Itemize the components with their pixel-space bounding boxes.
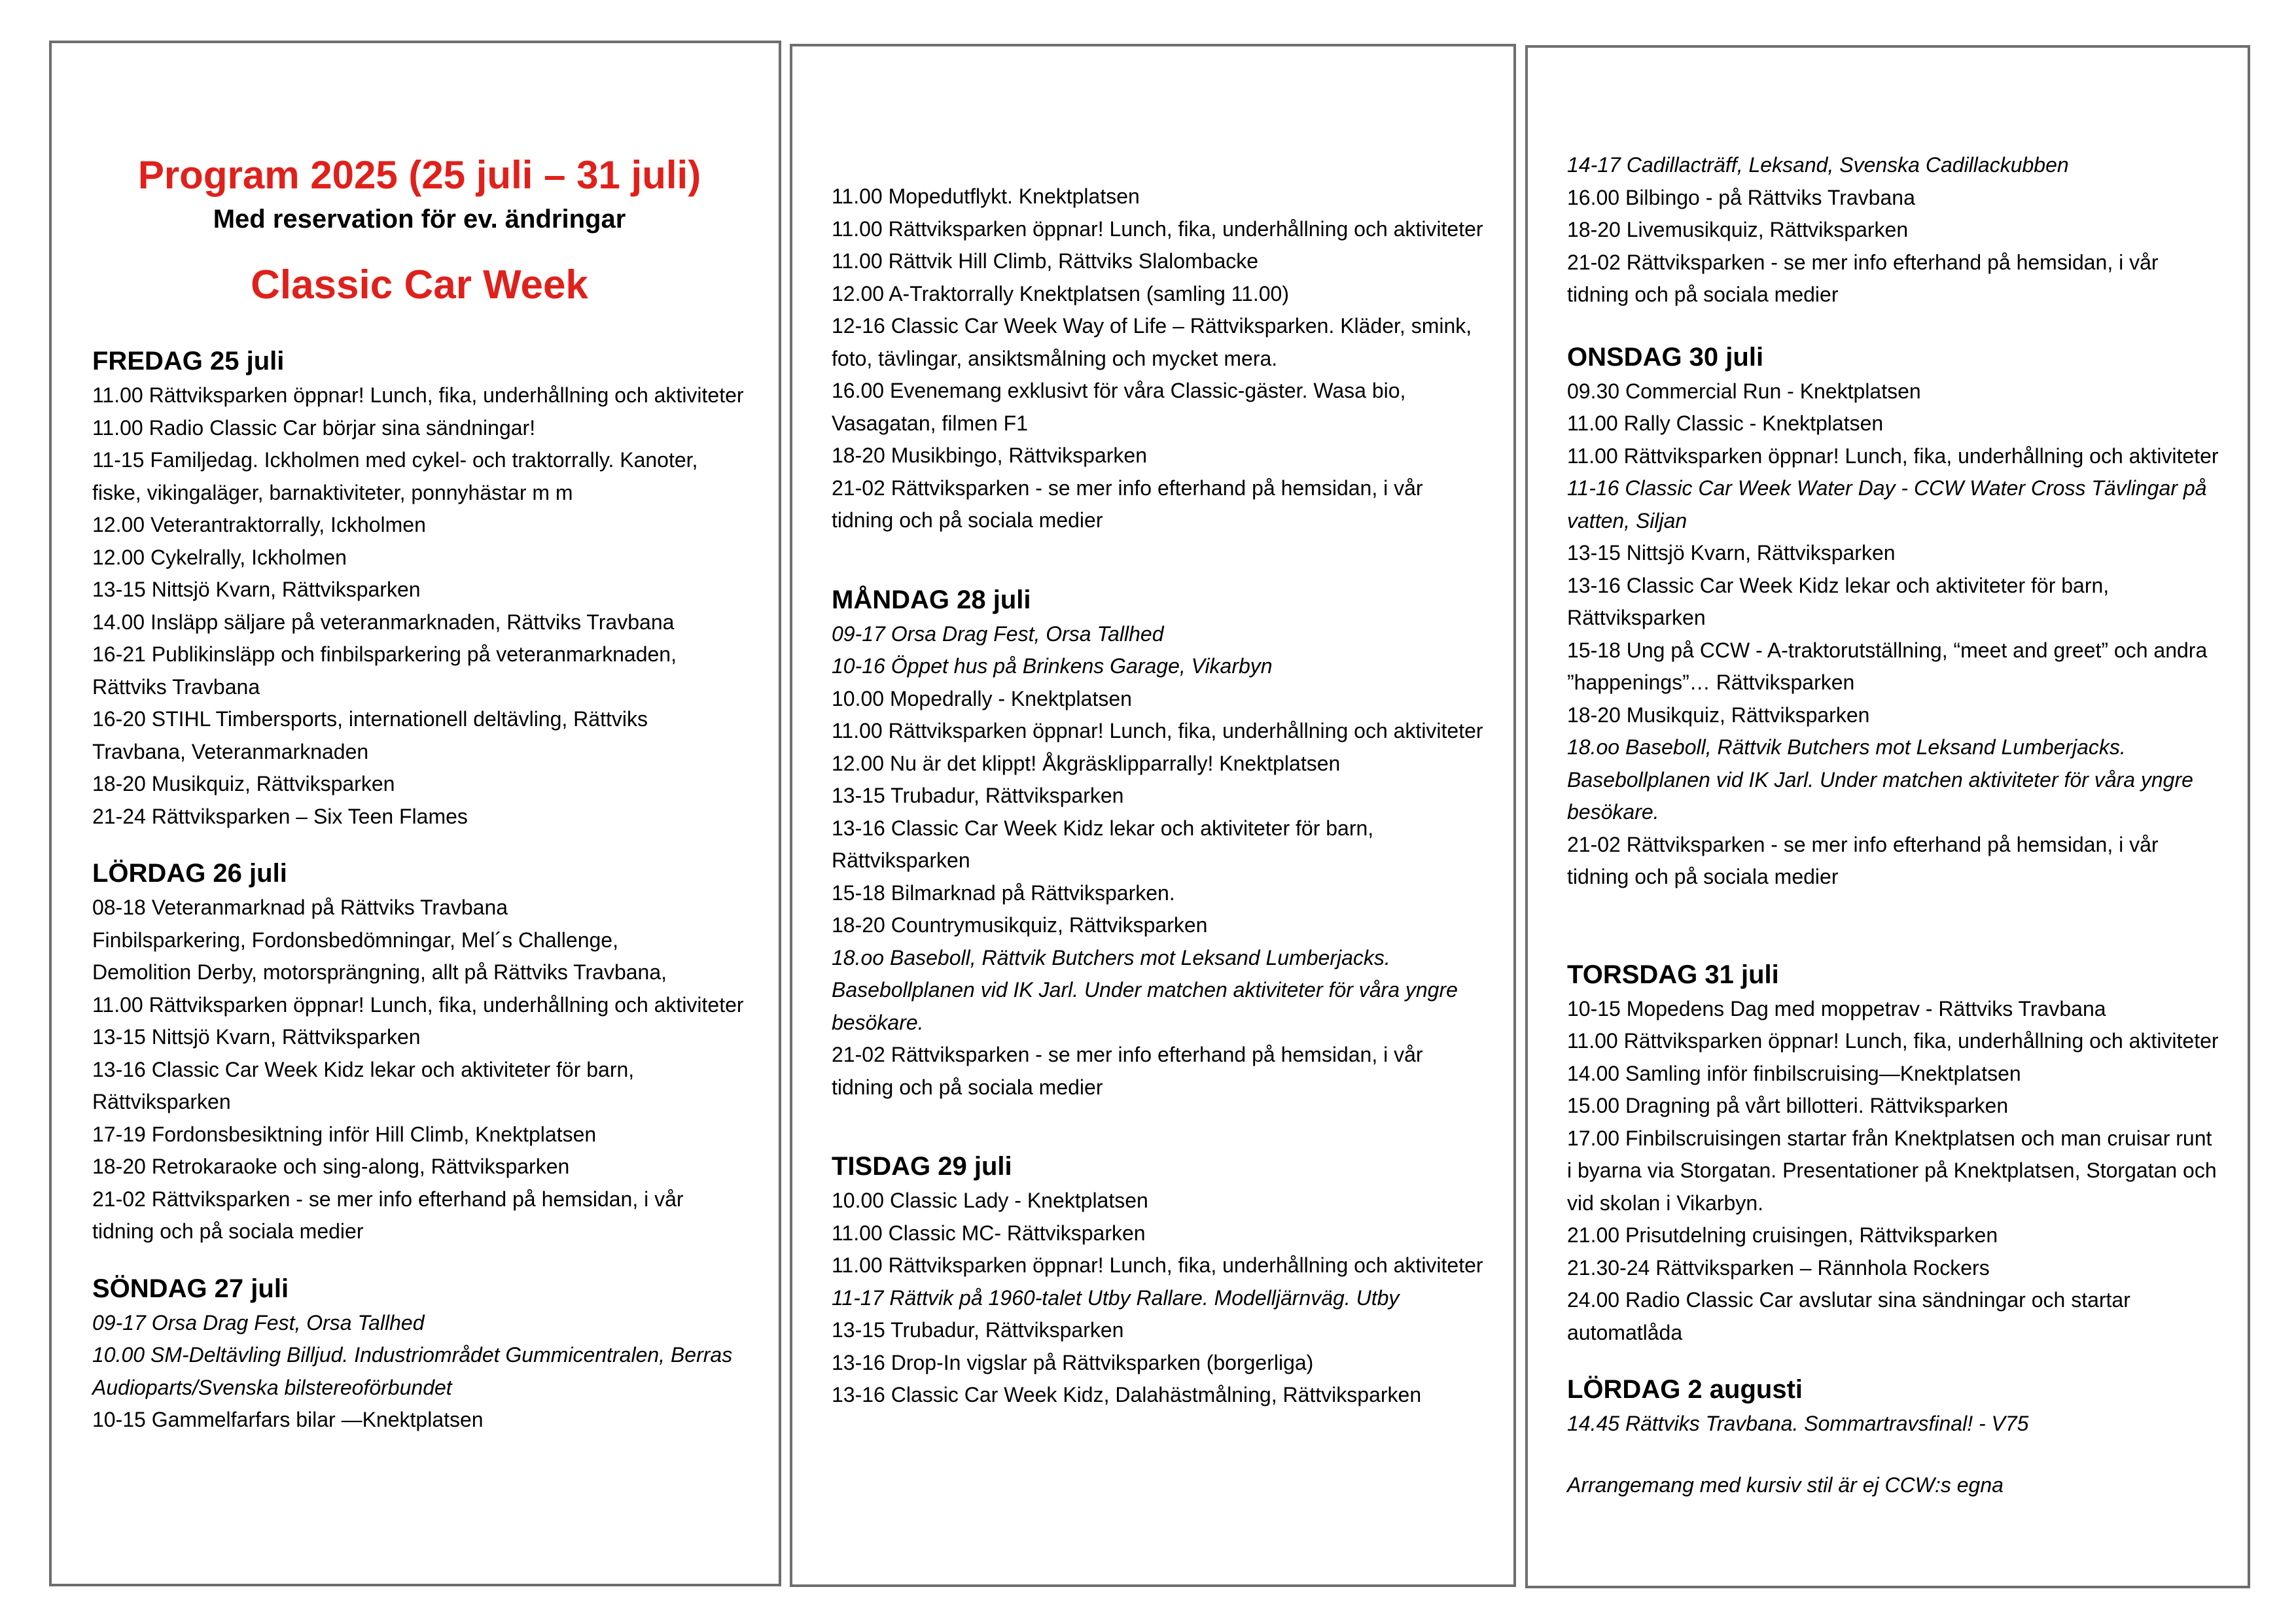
- schedule-item: 11-15 Familjedag. Ickholmen med cykel- och traktorrally. Kanoter, fiske, vikingaläger, barnaktiviteter, ponnyhästar m m: [92, 448, 698, 504]
- schedule-item: 18-20 Livemusikquiz, Rättviksparken: [1567, 218, 1909, 241]
- schedule-item: 17.00 Finbilscruisingen startar från Knektplatsen och man cruisar runt i byarna via Storgatan. Presentationer på Knektplatsen, Storgatan och vid skolan i Vikarbyn.: [1567, 1126, 2217, 1215]
- schedule-item: 13-16 Classic Car Week Kidz lekar och aktiviteter för barn, Rättviksparken: [832, 816, 1374, 872]
- schedule-list-tisdag-2: [832, 1314, 1486, 1412]
- schedule-item: 10-15 Mopedens Dag med moppetrav - Rättviks Travbana: [1567, 996, 2106, 1021]
- schedule-list-tisdag-cont: [1567, 182, 2221, 311]
- schedule-item: 18-20 Musikbingo, Rättviksparken: [832, 444, 1148, 467]
- schedule-item: 11.00 Rättviksparken öppnar! Lunch, fika, underhållning och aktiviteter: [1567, 444, 2219, 468]
- schedule-item: 13-16 Classic Car Week Kidz lekar och aktiviteter för barn, Rättviksparken: [92, 1057, 635, 1113]
- schedule-item: 10-15 Gammelfarfars bilar —Knektplatsen: [92, 1408, 484, 1431]
- schedule-item: 14.00 Samling inför finbilscruising—Knektplatsen: [1567, 1061, 2021, 1085]
- program-subtitle: Med reservation för ev. ändringar: [213, 205, 626, 234]
- schedule-item: 10.00 SM-Deltävling Billjud. Industriområdet Gummicentralen, Berras Audioparts/Svenska bilstereoförbundet: [92, 1343, 733, 1399]
- schedule-list-tisdag-italic: [832, 1282, 1486, 1315]
- event-title: Classic Car Week: [251, 262, 588, 307]
- schedule-list-onsdag: [1567, 375, 2221, 473]
- schedule-item: 12.00 Cykelrally, Ickholmen: [92, 545, 347, 569]
- schedule-list-tisdag-cont-italic: [1567, 149, 2221, 182]
- schedule-list-onsdag-2: [1567, 537, 2221, 731]
- schedule-item: 21-02 Rättviksparken - se mer info efterhand på hemsidan, i vår tidning och på sociala medier: [832, 1043, 1423, 1099]
- schedule-item: 18-20 Musikquiz, Rättviksparken: [92, 772, 395, 795]
- schedule-item: 09-17 Orsa Drag Fest, Orsa Tallhed: [832, 621, 1164, 646]
- schedule-item: 14.45 Rättviks Travbana. Sommartravsfinal! - V75: [1567, 1412, 2029, 1435]
- schedule-list-onsdag-italic: [1567, 472, 2221, 537]
- panel-2-content: [832, 181, 1486, 1412]
- program-panel-2: [790, 44, 1516, 1587]
- schedule-list-onsdag-italic-2: [1567, 731, 2221, 829]
- program-panel-3: [1525, 45, 2250, 1588]
- schedule-list-torsdag: [1567, 993, 2221, 1350]
- schedule-item: 11.00 Rättvik Hill Climb, Rättviks Slalombacke: [832, 249, 1259, 273]
- day-heading-lordag-2-aug: LÖRDAG 2 augusti: [1567, 1375, 1803, 1404]
- program-header: [92, 148, 747, 310]
- schedule-list-tisdag: [832, 1185, 1486, 1282]
- schedule-list-lordag: [92, 892, 747, 1248]
- schedule-item: 14.00 Insläpp säljare på veteranmarknaden, Rättviks Travbana: [92, 610, 675, 634]
- schedule-item: Demolition Derby, motorsprängning, allt på Rättviks Travbana,: [92, 960, 667, 984]
- schedule-item: 12.00 Veterantraktorrally, Ickholmen: [92, 513, 426, 536]
- schedule-item: 13-16 Drop-In vigslar på Rättviksparken (borgerliga): [832, 1350, 1314, 1374]
- schedule-list-sondag: [92, 1404, 747, 1437]
- day-heading-tisdag: TISDAG 29 juli: [832, 1152, 1012, 1181]
- program-title: Program 2025 (25 juli – 31 juli): [137, 153, 701, 197]
- schedule-item: 21.30-24 Rättviksparken – Rännhola Rockers: [1567, 1255, 1990, 1280]
- schedule-item: 14-17 Cadillacträff, Leksand, Svenska Cadillackubben: [1567, 153, 2069, 177]
- schedule-item: 21-24 Rättviksparken – Six Teen Flames: [92, 804, 468, 828]
- schedule-item: 11.00 Classic MC- Rättviksparken: [832, 1221, 1146, 1245]
- schedule-list-mandag: [832, 683, 1486, 942]
- schedule-item: 13-15 Nittsjö Kvarn, Rättviksparken: [92, 578, 421, 601]
- schedule-list-sondag-italic: [92, 1307, 747, 1405]
- schedule-item: 21-02 Rättviksparken - se mer info efterhand på hemsidan, i vår tidning och på sociala medier: [92, 1187, 684, 1243]
- day-heading-fredag: FREDAG 25 juli: [92, 347, 285, 375]
- day-heading-lordag: LÖRDAG 26 juli: [92, 859, 287, 888]
- schedule-item: 15-18 Bilmarknad på Rättviksparken.: [832, 881, 1175, 905]
- schedule-item: 17-19 Fordonsbesiktning inför Hill Climb, Knektplatsen: [92, 1122, 597, 1146]
- schedule-item: 11.00 Mopedutflykt. Knektplatsen: [832, 184, 1140, 208]
- schedule-item: 13-15 Trubadur, Rättviksparken: [832, 1318, 1124, 1342]
- schedule-item: 12.00 A-Traktorrally Knektplatsen (samling 11.00): [832, 281, 1289, 305]
- schedule-item: 08-18 Veteranmarknad på Rättviks Travbana: [92, 896, 508, 919]
- schedule-item: 10.00 Classic Lady - Knektplatsen: [832, 1189, 1148, 1212]
- schedule-item: 18-20 Countrymusikquiz, Rättviksparken: [832, 913, 1208, 937]
- schedule-item: 11.00 Rättviksparken öppnar! Lunch, fika, underhållning och aktiviteter: [92, 992, 744, 1017]
- schedule-item: 12-16 Classic Car Week Way of Life – Rättviksparken. Kläder, smink, foto, tävlingar, ansiktsmålning och mycket mera.: [832, 314, 1472, 370]
- day-heading-onsdag: ONSDAG 30 juli: [1567, 342, 1764, 372]
- schedule-item: 18-20 Retrokaraoke och sing-along, Rättviksparken: [92, 1155, 570, 1178]
- schedule-item: 11-17 Rättvik på 1960-talet Utby Rallare. Modelljärnväg. Utby: [832, 1285, 1400, 1310]
- schedule-item: 10-16 Öppet hus på Brinkens Garage, Vikarbyn: [832, 654, 1273, 678]
- schedule-item: 16.00 Bilbingo - på Rättviks Travbana: [1567, 185, 1915, 209]
- schedule-item: 13-15 Nittsjö Kvarn, Rättviksparken: [1567, 541, 1896, 565]
- schedule-item: 12.00 Nu är det klippt! Åkgräsklipparrally! Knektplatsen: [832, 751, 1341, 775]
- schedule-item: 11.00 Radio Classic Car börjar sina sändningar!: [92, 415, 536, 440]
- day-heading-mandag: MÅNDAG 28 juli: [832, 585, 1031, 614]
- schedule-list-lordag-2-aug-italic: [1567, 1408, 2221, 1440]
- panel-3-content: [1567, 149, 2221, 1501]
- schedule-item: 11.00 Rättviksparken öppnar! Lunch, fika, underhållning och aktiviteter: [1567, 1029, 2219, 1053]
- schedule-item: 11.00 Rättviksparken öppnar! Lunch, fika, underhållning och aktiviteter: [92, 383, 744, 407]
- schedule-item: 11.00 Rättviksparken öppnar! Lunch, fika, underhållning och aktiviteter: [832, 217, 1483, 241]
- schedule-list-mandag-2: [832, 1039, 1486, 1104]
- schedule-list-fredag: [92, 379, 747, 833]
- schedule-item: 11.00 Rättviksparken öppnar! Lunch, fika, underhållning och aktiviteter: [832, 719, 1483, 742]
- schedule-item: 16-20 STIHL Timbersports, internationell deltävling, Rättviks Travbana, Veteranmarknaden: [92, 707, 648, 763]
- footnote-italic-legend: Arrangemang med kursiv stil är ej CCW:s egna: [1567, 1473, 2004, 1497]
- schedule-item: 11-16 Classic Car Week Water Day - CCW Water Cross Tävlingar på vatten, Siljan: [1567, 476, 2207, 532]
- schedule-list-mandag-italic: [832, 618, 1486, 683]
- schedule-item: 21-02 Rättviksparken - se mer info efterhand på hemsidan, i vår tidning och på sociala medier: [1567, 832, 2159, 888]
- schedule-item: Finbilsparkering, Fordonsbedömningar, Mel´s Challenge,: [92, 928, 618, 952]
- schedule-item: 13-15 Trubadur, Rättviksparken: [832, 784, 1124, 807]
- schedule-item: 18.oo Baseboll, Rättvik Butchers mot Leksand Lumberjacks. Basebollplanen vid IK Jarl. Under matchen aktiviteter för våra yngre besökare.: [832, 945, 1458, 1034]
- panel-1-content: [92, 148, 747, 1437]
- schedule-item: 21.00 Prisutdelning cruisingen, Rättviksparken: [1567, 1223, 1998, 1247]
- schedule-item: 13-16 Classic Car Week Kidz, Dalahästmålning, Rättviksparken: [832, 1383, 1422, 1406]
- program-panel-1: [49, 41, 781, 1586]
- schedule-item: 11.00 Rättviksparken öppnar! Lunch, fika, underhållning och aktiviteter: [832, 1253, 1483, 1277]
- schedule-list-mandag-italic-2: [832, 942, 1486, 1039]
- schedule-item: 24.00 Radio Classic Car avslutar sina sändningar och startar automatlåda: [1567, 1288, 2130, 1344]
- schedule-item: 10.00 Mopedrally - Knektplatsen: [832, 686, 1132, 710]
- day-heading-torsdag: TORSDAG 31 juli: [1567, 960, 1779, 989]
- schedule-item: 21-02 Rättviksparken - se mer info efterhand på hemsidan, i vår tidning och på sociala medier: [1567, 250, 2159, 306]
- schedule-item: 16-21 Publikinsläpp och finbilsparkering på veteranmarknaden, Rättviks Travbana: [92, 642, 677, 699]
- schedule-item: 15-18 Ung på CCW - A-traktorutställning, “meet and greet” och andra ”happenings”… Rättviksparken: [1567, 638, 2208, 694]
- schedule-item: 11.00 Rally Classic - Knektplatsen: [1567, 411, 1884, 435]
- schedule-item: 18.oo Baseboll, Rättvik Butchers mot Leksand Lumberjacks. Basebollplanen vid IK Jarl. Under matchen aktiviteter för våra yngre besökare.: [1567, 735, 2193, 824]
- schedule-item: 18-20 Musikquiz, Rättviksparken: [1567, 703, 1870, 727]
- schedule-item: 13-16 Classic Car Week Kidz lekar och aktiviteter för barn, Rättviksparken: [1567, 573, 2110, 629]
- schedule-item: 09.30 Commercial Run - Knektplatsen: [1567, 379, 1921, 403]
- schedule-item: 16.00 Evenemang exklusivt för våra Classic-gäster. Wasa bio, Vasagatan, filmen F1: [832, 379, 1406, 435]
- day-heading-sondag: SÖNDAG 27 juli: [92, 1274, 289, 1303]
- schedule-item: 09-17 Orsa Drag Fest, Orsa Tallhed: [92, 1310, 425, 1335]
- schedule-item: 21-02 Rättviksparken - se mer info efterhand på hemsidan, i vår tidning och på sociala medier: [832, 476, 1423, 532]
- schedule-item: 15.00 Dragning på vårt billotteri. Rättviksparken: [1567, 1094, 2009, 1117]
- schedule-list-sondag-cont: [832, 181, 1486, 537]
- schedule-list-onsdag-3: [1567, 829, 2221, 894]
- schedule-item: 13-15 Nittsjö Kvarn, Rättviksparken: [92, 1025, 421, 1049]
